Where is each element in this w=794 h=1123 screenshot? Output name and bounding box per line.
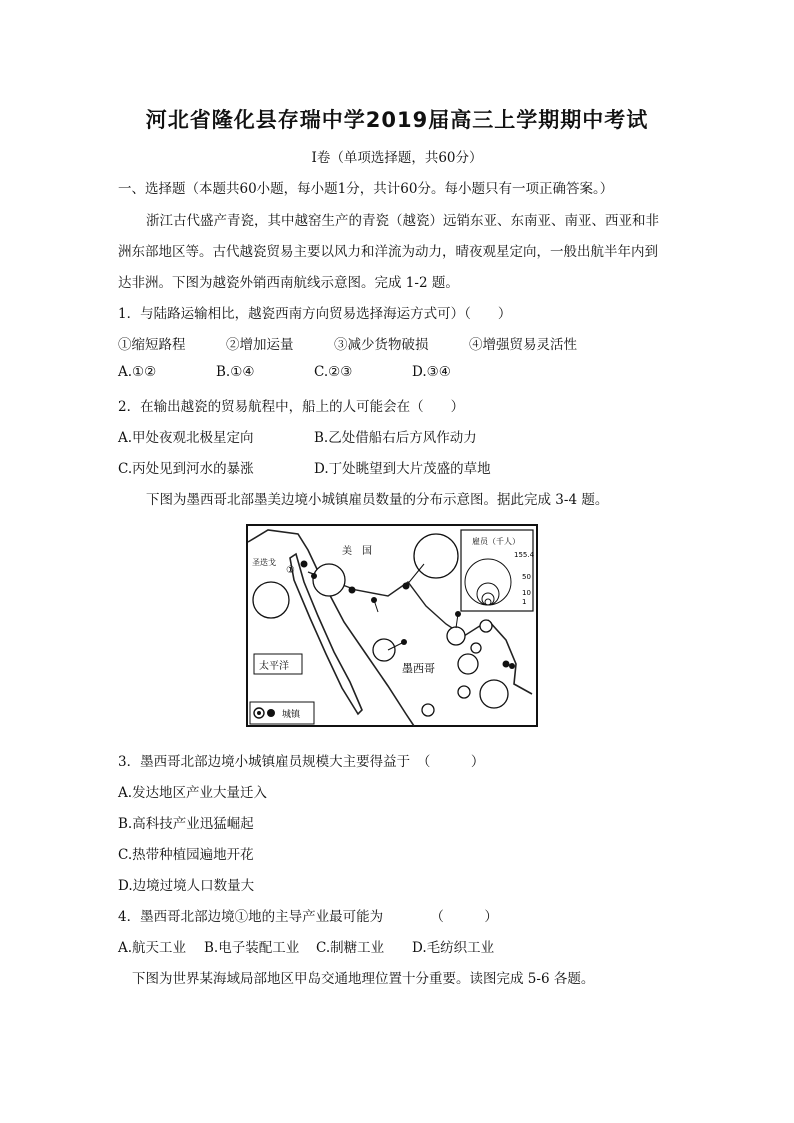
q2-option-a: A.甲处夜观北极星定向 <box>118 430 254 446</box>
passage1-line-2: 洲东部地区等。古代越瓷贸易主要以风力和洋流为动力，晴夜观星定向，一般出航半年内到 <box>118 244 658 260</box>
q4-option-a: A.航天工业 <box>118 940 187 956</box>
label-san-diego: 圣迭戈 <box>252 558 276 567</box>
label-marker-1: ① <box>286 565 295 576</box>
q4-option-d: D.毛纺织工业 <box>412 940 495 956</box>
q1-items: ①缩短路程 ②增加运量 ③减少货物破损 ④增强贸易灵活性 <box>118 337 577 353</box>
q2-option-d: D.丁处眺望到大片茂盛的草地 <box>314 461 491 477</box>
q3-option-c: C.热带种植园遍地开花 <box>118 847 254 863</box>
town-circle-large-2 <box>253 582 289 618</box>
town-legend-ring-center <box>257 711 261 715</box>
label-town-legend: 城镇 <box>282 710 301 720</box>
q2-option-c: C.丙处见到河水的暴涨 <box>118 461 254 477</box>
town-circle-10 <box>480 620 492 632</box>
q2-option-b: B.乙处借船右后方风作动力 <box>314 430 477 446</box>
town-circle-11 <box>471 643 481 653</box>
town-circle-4 <box>373 639 395 661</box>
label-usa: 美 国 <box>342 546 372 557</box>
town-circle-9 <box>422 704 434 716</box>
town-circle-8 <box>458 686 470 698</box>
border-town-map <box>246 524 538 727</box>
section-heading: 一、选择题（本题共60小题，每小题1分，共计60分。每小题只有一项正确答案。） <box>118 181 614 197</box>
q1-option-c: C.②③ <box>314 364 353 380</box>
town-circle-large-1 <box>414 534 458 578</box>
legend-value-10: 10 <box>522 589 531 597</box>
town-circle-large-3 <box>313 564 345 596</box>
section-subtitle: Ⅰ卷（单项选择题，共60分） <box>311 150 483 166</box>
passage1-line-3: 达非洲。下图为越瓷外销西南航线示意图。完成 1-2 题。 <box>118 275 459 291</box>
legend-value-1: 1 <box>522 598 527 606</box>
q3-option-b: B.高科技产业迅猛崛起 <box>118 816 254 832</box>
town-dot-7 <box>503 661 510 668</box>
passage3: 下图为世界某海域局部地区甲岛交通地理位置十分重要。读图完成 5-6 各题。 <box>132 971 595 987</box>
town-dot-9 <box>311 573 317 579</box>
town-circle-6 <box>458 654 478 674</box>
town-circle-7 <box>480 680 508 708</box>
q1-option-b: B.①④ <box>216 364 255 380</box>
town-dot-8 <box>509 663 515 669</box>
page-title: 河北省隆化县存瑞中学2019届高三上学期期中考试 <box>145 108 649 132</box>
q4-option-c: C.制糖工业 <box>316 940 385 956</box>
q4-stem: 4．墨西哥北部边境①地的主导产业最可能为 （ ） <box>118 909 498 925</box>
q4-option-b: B.电子装配工业 <box>204 940 300 956</box>
q1-stem: 1．与陆路运输相比，越瓷西南方向贸易选择海运方式可）（ ） <box>118 306 512 322</box>
town-legend-dot-icon <box>267 709 275 717</box>
q1-option-d: D.③④ <box>412 364 451 380</box>
q3-stem: 3．墨西哥北部边境小城镇雇员规模大主要得益于 （ ） <box>118 754 485 770</box>
label-pacific: 太平洋 <box>259 661 289 672</box>
q3-option-a: A.发达地区产业大量迁入 <box>118 785 268 801</box>
legend-value-50: 50 <box>522 573 531 581</box>
legend-value-1554: 155.4 <box>514 551 535 559</box>
town-dot-2 <box>349 587 356 594</box>
passage2: 下图为墨西哥北部墨美边境小城镇雇员数量的分布示意图。据此完成 3-4 题。 <box>146 492 609 508</box>
town-circle-5 <box>447 627 465 645</box>
q2-stem: 2．在输出越瓷的贸易航程中，船上的人可能会在（ ） <box>118 399 465 415</box>
legend-title: 雇员（千人） <box>472 537 520 546</box>
passage1-line-1: 浙江古代盛产青瓷，其中越窑生产的青瓷（越瓷）远销东亚、东南亚、南亚、西亚和非 <box>146 213 659 229</box>
town-dot-1 <box>301 561 308 568</box>
label-mexico: 墨西哥 <box>402 662 435 675</box>
q1-option-a: A.①② <box>118 364 157 380</box>
q3-option-d: D.边境过境人口数量大 <box>118 878 255 894</box>
